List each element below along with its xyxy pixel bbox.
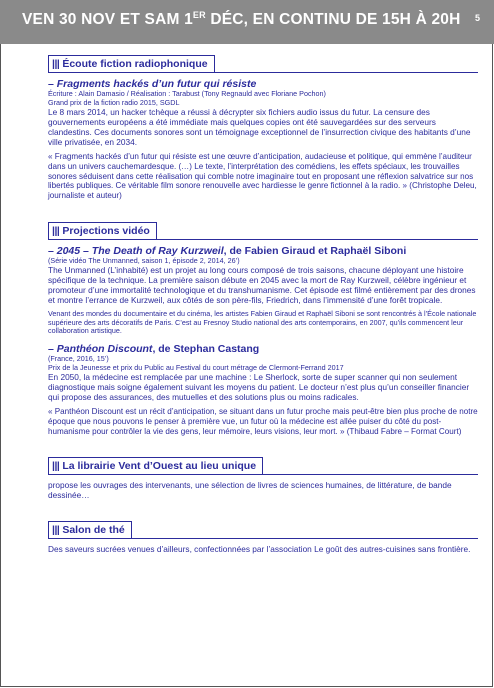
section-library-heading-rule (48, 456, 478, 475)
video-work2-quote: « Panthéon Discount est un récit d’anticipation, se situant dans un futur proche mais peut-être bien plus proche de notre époque que nous pouvons le penser à première vue, un futur où la médecine est allée puiser du côté du post-humanisme pour contrôler la vie des gens, leur mémoire, leurs visions, leur mort. » (Thibaud Fabre – Format Court) (48, 407, 478, 436)
video-work1-bio: Venant des mondes du documentaire et du cinéma, les artistes Fabien Giraud et Raphaël Siboni se sont rencontrés à l’École nationale supérieure des arts décoratifs de Paris. C’est au Fresnoy Studio national des arts contemporains, en 2007, qu’ils commencent leur collaboration artistique. (48, 309, 477, 336)
section-tea-heading: ||| Salon de thé (48, 521, 132, 538)
video-work2-meta: (France, 2016, 15’) (48, 354, 109, 364)
event-date-title: VEN 30 NOV ET SAM 1ER DÉC, EN CONTINU DE 15H À 20H (22, 10, 461, 28)
fiction-summary: Le 8 mars 2014, un hacker tchèque a réussi à décrypter six fichiers audio issus du futur. La censure des gouvernements européens a été immédiate mais quelques copies ont été sauvegardées sur des serveurs clandestins. Ces documents sonores sont un témoignage exceptionnel de l’insurrection civique des habitants d’une ville privatisée, en 2034. (48, 107, 471, 148)
section-video-heading-rule (48, 221, 478, 240)
program-content (48, 54, 478, 554)
page-number: 5 (474, 13, 480, 23)
video-work2-summary: En 2050, la médecine est remplacée par une machine : Le Sherlock, sorte de super scanner qui non seulement diagnostique mais soigne également suivant les moyens du patient. Le docteur n’est plus qu’un conseiller financier qui propose des assurances, des mutuelles et des solutions plus ou moins radicales. (48, 372, 470, 403)
fiction-work-title: – Fragments hackés d’un futur qui résiste (48, 78, 257, 90)
library-text: propose les ouvrages des intervenants, une sélection de livres de sciences humaines, de littérature, de bande dessinée… (48, 480, 452, 501)
page-header (0, 0, 494, 44)
fiction-credits: Écriture : Alain Damasio / Réalisation : Tarabust (Tony Regnauld avec Floriane Pochon) (48, 89, 326, 98)
video-work2-prize: Prix de la Jeunesse et prix du Public au Festival du court métrage de Clermont-Ferrand 2017 (48, 362, 344, 372)
section-fiction-heading-rule (48, 54, 478, 73)
section-library-heading: ||| La librairie Vent d’Ouest au lieu unique (48, 457, 263, 474)
video-work1-series: (Série vidéo The Unmanned, saison 1, épisode 2, 2014, 26’) (48, 255, 240, 265)
section-fiction-heading: ||| Écoute fiction radiophonique (48, 55, 215, 72)
fiction-prize: Grand prix de la fiction radio 2015, SGDL (48, 97, 180, 107)
video-work1-summary: The Unmanned (L’inhabité) est un projet au long cours composé de trois saisons, chacune déployant une histoire spécifique de la technique. La première saison débute en 2045 avec la mort de Ray Kurzweil, célèbre ingénieur et promoteur d’une immortalité technologique et du transhumanisme. Cet épisode est filmé entièrement par des drones et montre l’errance de Kurzweil, aux côtés de son père-fils, Friedrich, dans l’immensité d’une forêt tropicale. (48, 265, 476, 306)
section-video-heading: ||| Projections vidéo (48, 222, 157, 239)
tea-text: Des saveurs sucrées venues d’ailleurs, confectionnées par l’association Le goût des autres-cuisines sans frontière. (48, 544, 471, 555)
fiction-quote: « Fragments hackés d’un futur qui résiste est une œuvre d’anticipation, audacieuse et politique, qui emmène l’auditeur dans un univers cauchemardesque. (…) Le texte, l’interprétation des comédiens, les effets spéciaux, les trouvailles sonores séduisent dans cette réalisation qui comble notre imaginaire tout en proposant une réflexion salvatrice sur nos libertés publiques. Ce véritable film sonore renouvelle avec hardiesse le genre fictionnel à la radio. » (Christophe Deleu, journaliste et auteur) (48, 152, 477, 200)
video-work1-title: – 2045 – The Death of Ray Kurzweil, de Fabien Giraud et Raphaël Siboni (48, 244, 407, 257)
video-work2-title: – Panthéon Discount, de Stephan Castang (48, 343, 260, 356)
section-tea-heading-rule (48, 520, 478, 539)
